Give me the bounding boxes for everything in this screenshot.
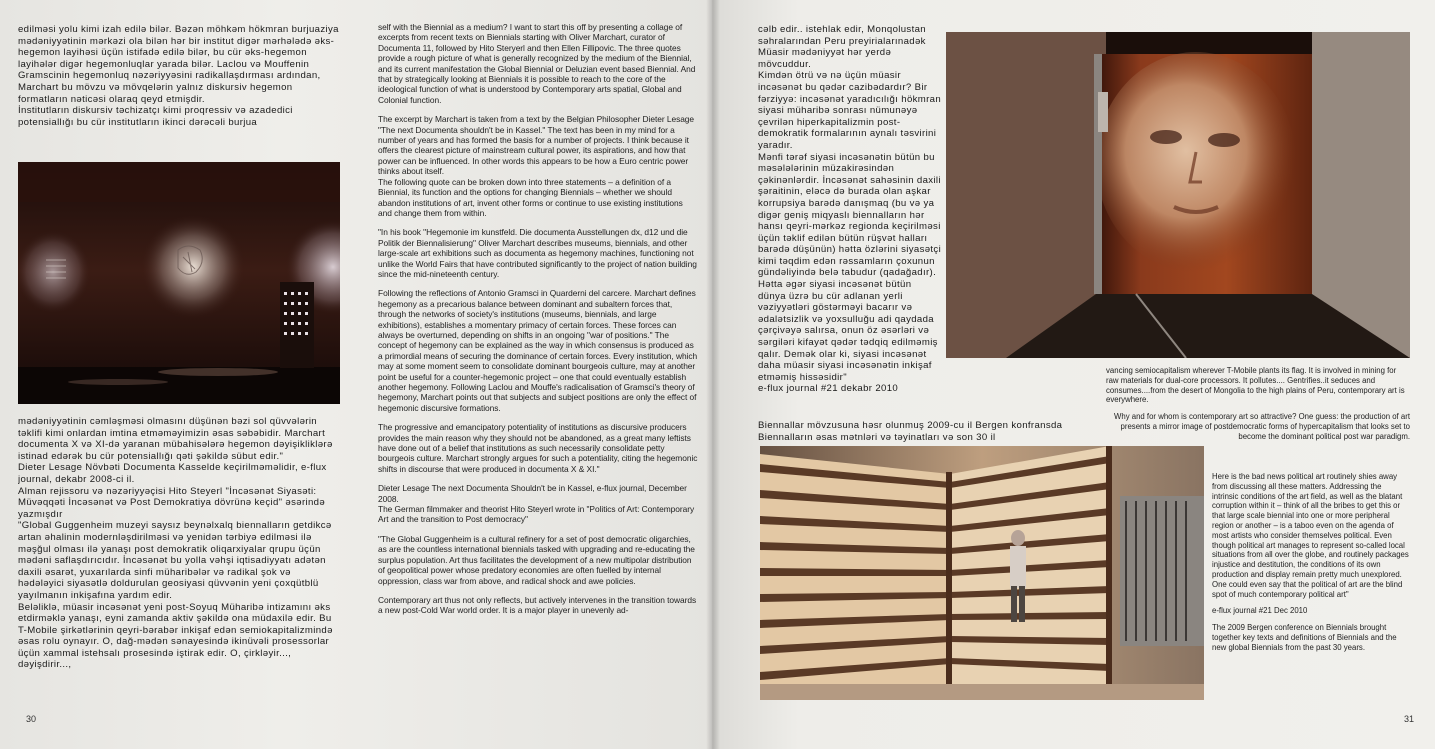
slatted-room-photo — [760, 446, 1204, 700]
paragraph: self with the Biennial as a medium? I want to start this off by presenting a collage of excerpts from recent texts on Biennials starting with Oliver Marchart, curator of Documenta 11, followed by Hito Steryerl and then Ellen Fillipovic. The three quotes provide a rough picture of what is generally recognized by the medium of the Biennial, and its current manifestation the Global Biennial or Deluzian event based Biennial. And that by strategically looking at Biennials it is possible to reach to the core of the ideological function of what is understood by Contemporary arts spatial, Global and Colonial function. — [378, 22, 696, 105]
quote: Following the reflections of Antonio Gramsci in Quarderni del carcere. Marchart defines hegemony as a precarious balance between dominant and subaltern forces that, through the networks of society's institutions (museums, biennials, and large exhibitions), establishes a momentary primacy of certain forces. These forces can always be overturned, depending on shifts in an ongoing "war of positions." The concept of hegemony can be explained as the way in which consensus is produced as a primordial means of securing the dominance of certain forces. Every institution, which may at some moment seem to consolidate dominant bourgeois culture, may at another point be useful for a counter-hegemonic project – one that could eventually establish another hegemony. Following Laclou and Mouffe's radicalisation of Gramsci's theory of hegemony, Marchart points out that subjects and subject positions are only the effect of hegemonic discursive formations. — [378, 288, 698, 413]
paragraph: edilməsi yolu kimi izah edilə bilər. Bəzən möhkəm hökmran burjuaziya mədəniyyətinin mərkəzi ola bilən hər bir institut digər mərhələdə əks-hegemon layihəsi üçün istifadə edilə bilər, bu cür əks-hegemon layihələr digər hegemonluqlar yarada bilər. Laclou və Mouffenin Gramscinin hegemonluq nəzəriyyəsini radikallaşdırması ardından, Marchart bu mövzu və mövqelərin yalnız diskursiv hegemon formatların nəticəsi olaraq qeyd etmişdir. — [18, 24, 339, 105]
page-number-right: 31 — [1404, 714, 1415, 724]
book-gutter — [706, 0, 720, 749]
left-col1-top-text — [18, 24, 340, 152]
quote: Here is the bad news political art routinely shies away from discussing all these matters. Addressing the intrinsic conditions of the art field, as well as the blatant corruption within it – think of all the bribes to get this or that large scale biennial into one or more peripheral region or another – is a taboo even on the agenda of most artists who consider themselves political. Even though political art manages to represent so-called local situations from all over the globe, and routinely packages injustice and destitution, the conditions of its own production and display remain pretty much unexplored. One could even say that the political of art are the blind spot of much contemporary political art" — [1212, 472, 1409, 599]
left-col2-text — [378, 22, 698, 712]
stage-photo — [18, 162, 340, 404]
left-page — [0, 0, 712, 749]
paragraph: İnstitutların diskursiv təchizatçı kimi proqressiv və azadedici potensiallığı bu cür institutların ikinci dərəcəli burjua — [18, 105, 293, 128]
paragraph: Why and for whom is contemporary art so attractive? One guess: the production of art presents a mirror image of postdemocratic forms of hypercapitalism that looks set to become the dominant political post war paradigm. — [1114, 412, 1410, 441]
page-number-left: 30 — [26, 714, 37, 724]
citation: Dieter Lesage Növbəti Documenta Kasselde keçirilməməlidir, e-flux journal, dekabr 2008-ci il. — [18, 462, 327, 485]
paragraph: Alman rejissoru və nəzəriyyəçisi Hito Steyerl "İncəsənət Siyasəti: Müvəqqəti İncəsənət və Post Demokratiya dövrünə keçid" əsərində yazmışdır — [18, 485, 326, 520]
paragraph: The German filmmaker and theorist Hito Steyerl wrote in "Politics of Art: Contemporary Art and the transition to Post democracy" — [378, 504, 695, 525]
right-page — [712, 0, 1435, 749]
citation: e-flux journal #21 dekabr 2010 — [758, 383, 899, 395]
paragraph: Mənfi tərəf siyasi incəsənətin bütün bu məsələlərinin müzakirəsindən çəkinənlərdir. İncəsənət sahəsinin daxili şəraitinin, eləcə də burada olan aşkar korrupsiya barədə danışmaq (bu və ya digər geniş miqyaslı biennalların hər hansı qeyri-mərkəz regionda keçirilməsi üçün təklif edilən bütün rüşvət halları barədə düşünün) hətta özlərini siyasətçi kimi təqdim edən rəssamların çoxunun gündəliyində belə tabudur (qadağadır). Hətta əgər siyasi incəsənət bütün dünya üzrə bu cür adlanan yerli vəziyyətləri göstərməyi bacarır və ədalətsizlik və yoxsulluğu adi qaydada çərçivəyə salırsa, onun öz əsərləri və sərgiləri kifayət qədər tədqiq edilməmiş qalır. Demək olar ki, siyasi incəsənət daha müasir siyasi incəsənətin inkişaf etməmiş hissəsidir" — [758, 151, 942, 383]
right-col1-bottom-text — [758, 420, 1088, 444]
paragraph: vancing semiocapitalism wherever T-Mobile plants its flag. It is involved in mining for raw materials for dual-core processors. It pollutes.... Gentrifies..it seduces and consumes....from the desert of Mongolia to the high plains of Peru, contemporary art is everywhere. — [1106, 366, 1405, 405]
paragraph: The following quote can be broken down into three statements – a definition of a Biennial, its function and the options for changing Biennials – whether we should abandon institutions of art, invent other forms or continue to use existing institutions and change them from within. — [378, 176, 683, 218]
citation: Dieter Lesage The next Documenta Shouldn't be in Kassel, e-flux journal, December 2008. — [378, 483, 687, 504]
quote: "Global Guggenheim muzeyi saysız beynəlxalq biennalların getdikcə artan əhalinin modernləşdirilməsi və yenidən tərbiyə edilməsi ilə məşğul olması ilə yanaşı post demokratik oliqarxiyalar qrupu üçün mədəni saflaşdırıcıdır. İncəsənət bu yolla vəhşi iqtisadiyyatı adətən daxili əsarət, yuxarılarda sinfi müharibələr və radikal şok və hədələyici siyasətlə doldurulan geosiyasi qüvvənin yeni çoxqütblü yayılmanın inkişafına yardım edir. — [18, 520, 332, 601]
quote: The progressive and emancipatory potentiality of institutions as discursive producers provides the main reason why they should not be abandoned, as a great many leftists have done out of a belief that institutions as such necessarily consolidate petty bourgeois culture. Marchart strongly argues for such a potentiality, citing the hegemonic shifts in discourse that were produced in documenta X & XI." — [378, 422, 698, 474]
portrait-installation-photo — [946, 32, 1410, 358]
paragraph: The 2009 Bergen conference on Biennials brought together key texts and definitions of Biennials and the new global Biennials from the past 30 years. — [1212, 623, 1397, 652]
paragraph: mədəniyyətinin cəmləşməsi olmasını düşünən bəzi sol qüvvələrin təklifi kimi onlardan imtina etməməyimizin əsas səbəbidir. Marchart documenta X və XI-də yaranan mübahisələrə hegemon dəyişikliklərə istinad edərək bu cür potensiallığı qəti şəkildə sübut edir." — [18, 416, 333, 462]
quote: Contemporary art thus not only reflects, but actively intervenes in the transition towards a new post-Cold War world order. It is a major player in unevenly ad- — [378, 594, 697, 616]
paragraph: cəlb edir.. istehlak edir, Monqolustan səhralarından Peru preyirialarınadək Müasir mədəniyyət hər yerdə mövcuddur. — [758, 24, 926, 70]
quote: "In his book "Hegemonie im kunstfeld. Die documenta Ausstellungen dx, d12 und die Politik der Biennalisierung" Oliver Marchart describes museums, biennials, and other large-scale art exhibitions such as documenta as hegemony machines, functioning not unlike the World Fairs that have contributed significantly to the project of nation building since the mid-nineteenth century. — [378, 227, 697, 279]
right-col1-text — [758, 24, 942, 444]
paragraph: Beləliklə, müasir incəsənət yeni post-Soyuq Müharibə intizamını əks etdirməklə yanaşı, eyni zamanda aktiv şəkildə ona müdaxilə edir. Bu T-Mobile şirkətlərinin qeyri-bərabər inkişaf edən semiokapitalizmində əsas rolu oynayır. O, dağ-mədən sənayesində ikinüvəli prosessorlar üçün xammal istehsalı prosesində iştirak edir. O, çirkləyir..., dəyişdirir..., — [18, 601, 333, 671]
right-col2-bottom-text — [1212, 472, 1410, 700]
quote: "The Global Guggenheim is a cultural refinery for a set of post democratic oligarchies, as are the countless international biennials tasked with upgrading and re-educating the surplus population. Art thus facilitates the development of a new multipolar distribution of geopolitical power whose predatory economies are often fuelled by internal oppression, class war from above, and radical shock and awe policies. — [378, 533, 695, 586]
paragraph: The excerpt by Marchart is taken from a text by the Belgian Philosopher Dieter Lesage "The next Documenta shouldn't be in Kassel." The text has been in my mind for a number of years and has formed the basis for a number of projects. I think because it offers the clearest picture of mainstream cultural power, its aspirations, and how that power can be influenced. In other words this appears to be how a Euro centric power thinks about itself. — [378, 114, 695, 177]
paragraph: Biennallar mövzusuna həsr olunmuş 2009-cu il Bergen konfransda Biennalların əsas mətnləri və təyinatları və son 30 il — [758, 420, 1063, 443]
paragraph: Kimdən ötrü və nə üçün müasir incəsənət bu qədər cazibədardır? Bir fərziyyə: incəsənət yaradıcılığı hökmran siyasi müharibə sonrası nümunəyə çevrilən hiperkapitalizmin post-demokratik formalarının aynalı təsvirini yaradır. — [758, 70, 942, 151]
left-col1-bottom-text — [18, 416, 340, 708]
citation: e-flux journal #21 Dec 2010 — [1212, 606, 1308, 616]
